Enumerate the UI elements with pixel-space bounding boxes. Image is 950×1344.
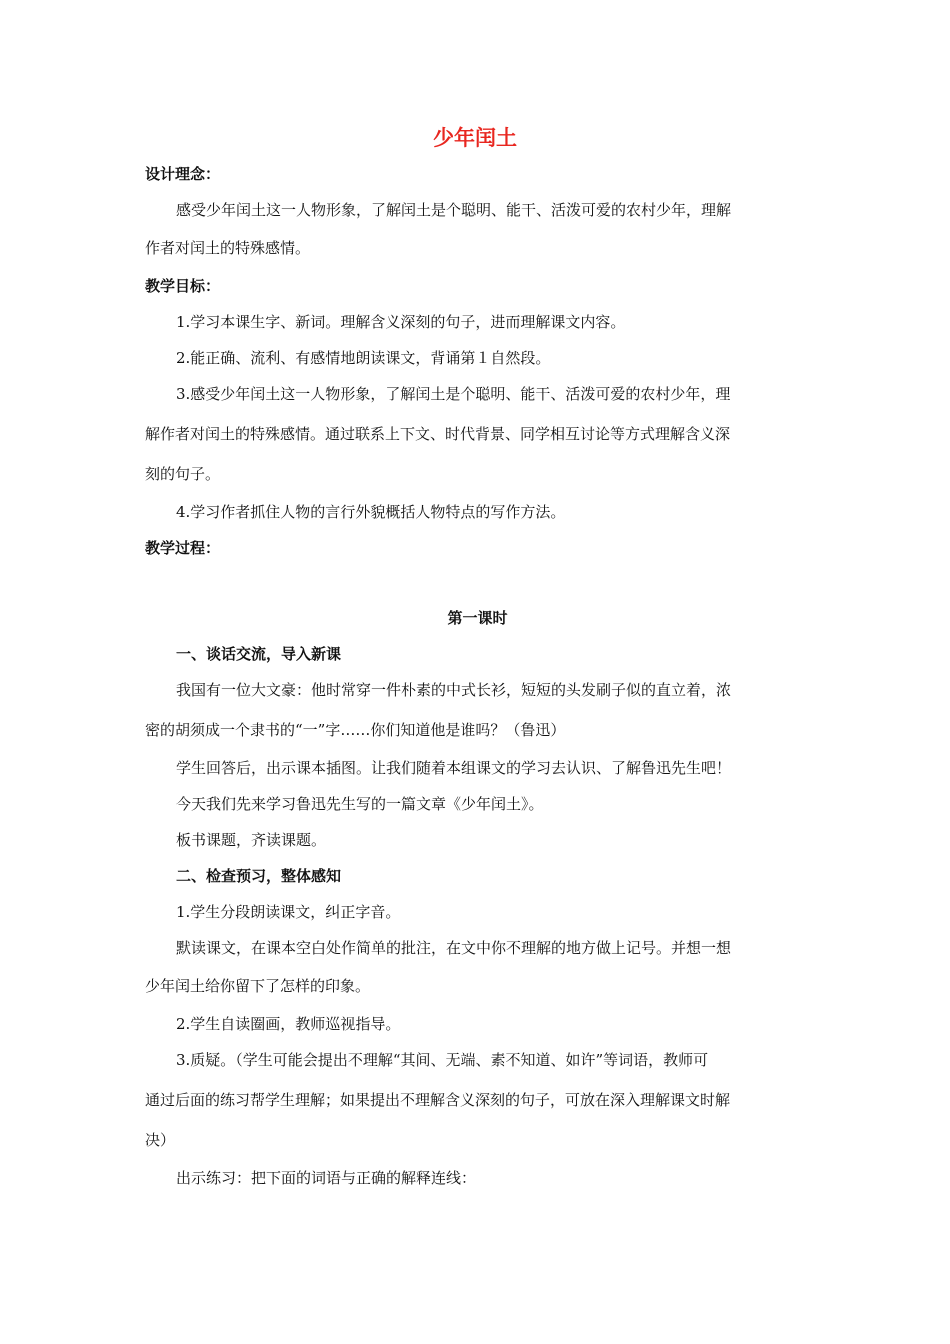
section-1-paragraph-4: 板书课题，齐读课题。 xyxy=(176,831,327,849)
section-2-paragraph-3: 2.学生自读圈画，教师巡视指导。 xyxy=(176,1015,401,1033)
objective-item-3-line-2: 解作者对闰土的特殊感情。通过联系上下文、时代背景、同学相互讨论等方式理解含义深 xyxy=(145,425,731,443)
section-2-heading: 二、检查预习，整体感知 xyxy=(176,867,342,885)
document-title: 少年闰土 xyxy=(433,126,517,150)
section-2-paragraph-4-line-1: 3.质疑。（学生可能会提出不理解“其间、无端、素不知道、如许”等词语，教师可 xyxy=(176,1051,709,1069)
section-1-heading: 一、谈话交流，导入新课 xyxy=(176,645,342,663)
section-2-paragraph-2-line-1: 默读课文，在课本空白处作简单的批注，在文中你不理解的地方做上记号。并想一想 xyxy=(176,939,732,957)
section-2-paragraph-4-line-3: 决） xyxy=(145,1131,176,1149)
section-1-paragraph-1-line-1: 我国有一位大文豪：他时常穿一件朴素的中式长衫，短短的头发刷子似的直立着，浓 xyxy=(176,681,732,699)
lesson-title: 第一课时 xyxy=(447,609,508,627)
section-2-paragraph-5: 出示练习：把下面的词语与正确的解释连线： xyxy=(176,1169,477,1187)
section-1-paragraph-1-line-2: 密的胡须成一个隶书的“一”字……你们知道他是谁吗？（鲁迅） xyxy=(145,721,566,739)
objective-item-1: 1.学习本课生字、新词。理解含义深刻的句子，进而理解课文内容。 xyxy=(176,313,626,331)
objectives-heading: 教学目标： xyxy=(145,277,221,295)
design-concept-text-line-2: 作者对闰土的特殊感情。 xyxy=(145,239,311,257)
objective-item-3-line-1: 3.感受少年闰土这一人物形象，了解闰土是个聪明、能干、活泼可爱的农村少年，理 xyxy=(176,385,731,403)
objective-item-2: 2.能正确、流利、有感情地朗读课文，背诵第１自然段。 xyxy=(176,349,551,367)
objective-item-3-line-3: 刻的句子。 xyxy=(145,465,221,483)
objective-item-4: 4.学习作者抓住人物的言行外貌概括人物特点的写作方法。 xyxy=(176,503,566,521)
section-2-paragraph-2-line-2: 少年闰土给你留下了怎样的印象。 xyxy=(145,977,371,995)
section-2-paragraph-1: 1.学生分段朗读课文，纠正字音。 xyxy=(176,903,401,921)
process-heading: 教学过程： xyxy=(145,539,221,557)
section-2-paragraph-4-line-2: 通过后面的练习帮学生理解；如果提出不理解含义深刻的句子，可放在深入理解课文时解 xyxy=(145,1091,731,1109)
design-concept-heading: 设计理念： xyxy=(145,165,221,183)
design-concept-text-line-1: 感受少年闰土这一人物形象，了解闰土是个聪明、能干、活泼可爱的农村少年，理解 xyxy=(176,201,732,219)
section-1-paragraph-3: 今天我们先来学习鲁迅先生写的一篇文章《少年闰土》。 xyxy=(176,795,544,813)
section-1-paragraph-2: 学生回答后，出示课本插图。让我们随着本组课文的学习去认识、了解鲁迅先生吧！ xyxy=(176,759,732,777)
